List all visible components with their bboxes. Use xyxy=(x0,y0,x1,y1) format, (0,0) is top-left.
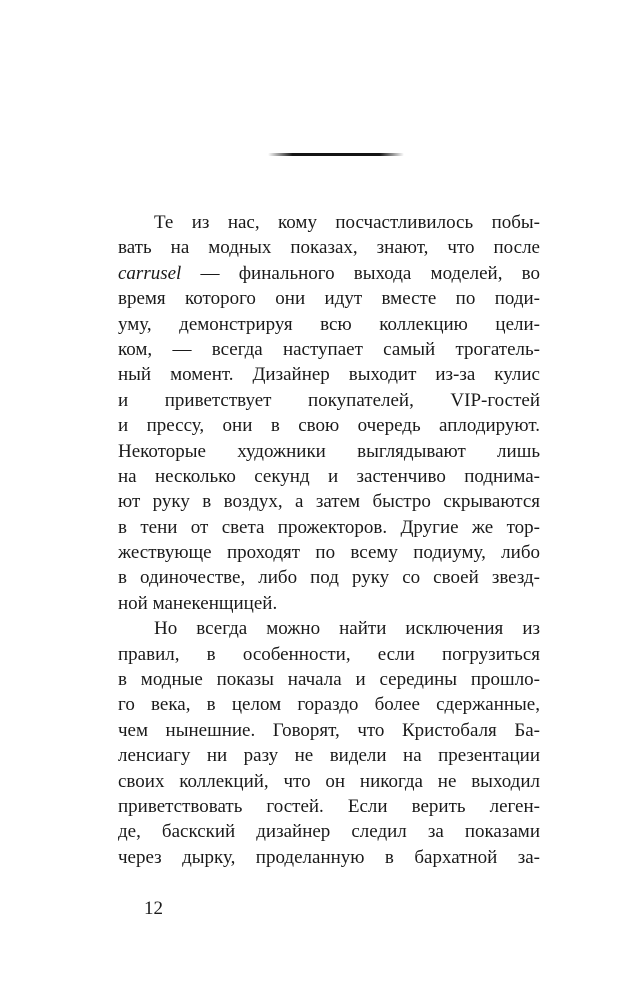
text-line: и прессу, они в свою очередь аплодируют. xyxy=(118,415,540,437)
text-line: чем нынешние. Говорят, что Кристобаля Ба- xyxy=(118,719,540,741)
text-line: правил, в особенности, если погрузиться xyxy=(118,643,540,665)
text-line: и приветствует покупателей, VIP-гостей xyxy=(118,389,540,411)
decorative-rule xyxy=(268,153,404,156)
text-line xyxy=(118,261,540,286)
text-line: время которого они идут вместе по поди- xyxy=(118,288,540,310)
text-line: уму, демонстрируя всю коллекцию цели- xyxy=(118,313,540,335)
italic-term: carrusel xyxy=(118,262,182,284)
text-line: приветствовать гостей. Если верить леген- xyxy=(118,795,540,817)
text-line: Некоторые художники выглядывают лишь xyxy=(118,440,540,462)
text-line: го века, в целом гораздо более сдержанные, xyxy=(118,694,540,716)
text-line: ленсиагу ни разу не видели на презентации xyxy=(118,745,540,767)
text-line: жествующе проходят по всему подиуму, либо xyxy=(118,542,540,564)
text-line: ной манекенщицей. xyxy=(118,592,278,614)
text-line: ют руку в воздух, а затем быстро скрываются xyxy=(118,491,540,513)
text-line: в одиночестве, либо под руку со своей звезд- xyxy=(118,567,540,589)
text-line: Те из нас, кому посчастливилось побы- xyxy=(154,212,540,233)
text-line: де, баскский дизайнер следил за показами xyxy=(118,821,540,843)
text-line: в модные показы начала и середины прошло- xyxy=(118,669,540,691)
text-line-rest: — финального выхода моделей, во xyxy=(181,262,540,284)
text-line: ный момент. Дизайнер выходит из-за кулис xyxy=(118,364,540,386)
text-line: вать на модных показах, знают, что после xyxy=(118,237,540,259)
text-line: ком, — всегда наступает самый трогатель- xyxy=(118,338,540,360)
text-line: в тени от света прожекторов. Другие же тор- xyxy=(118,516,540,538)
text-line: Но всегда можно найти исключения из xyxy=(154,618,540,640)
text-line: через дырку, проделанную в бархатной за- xyxy=(118,846,540,868)
page-number: 12 xyxy=(144,898,163,919)
text-line: на несколько секунд и застенчиво поднима- xyxy=(118,465,540,487)
body-text xyxy=(118,210,540,870)
text-line: своих коллекций, что он никогда не выходил xyxy=(118,770,540,792)
